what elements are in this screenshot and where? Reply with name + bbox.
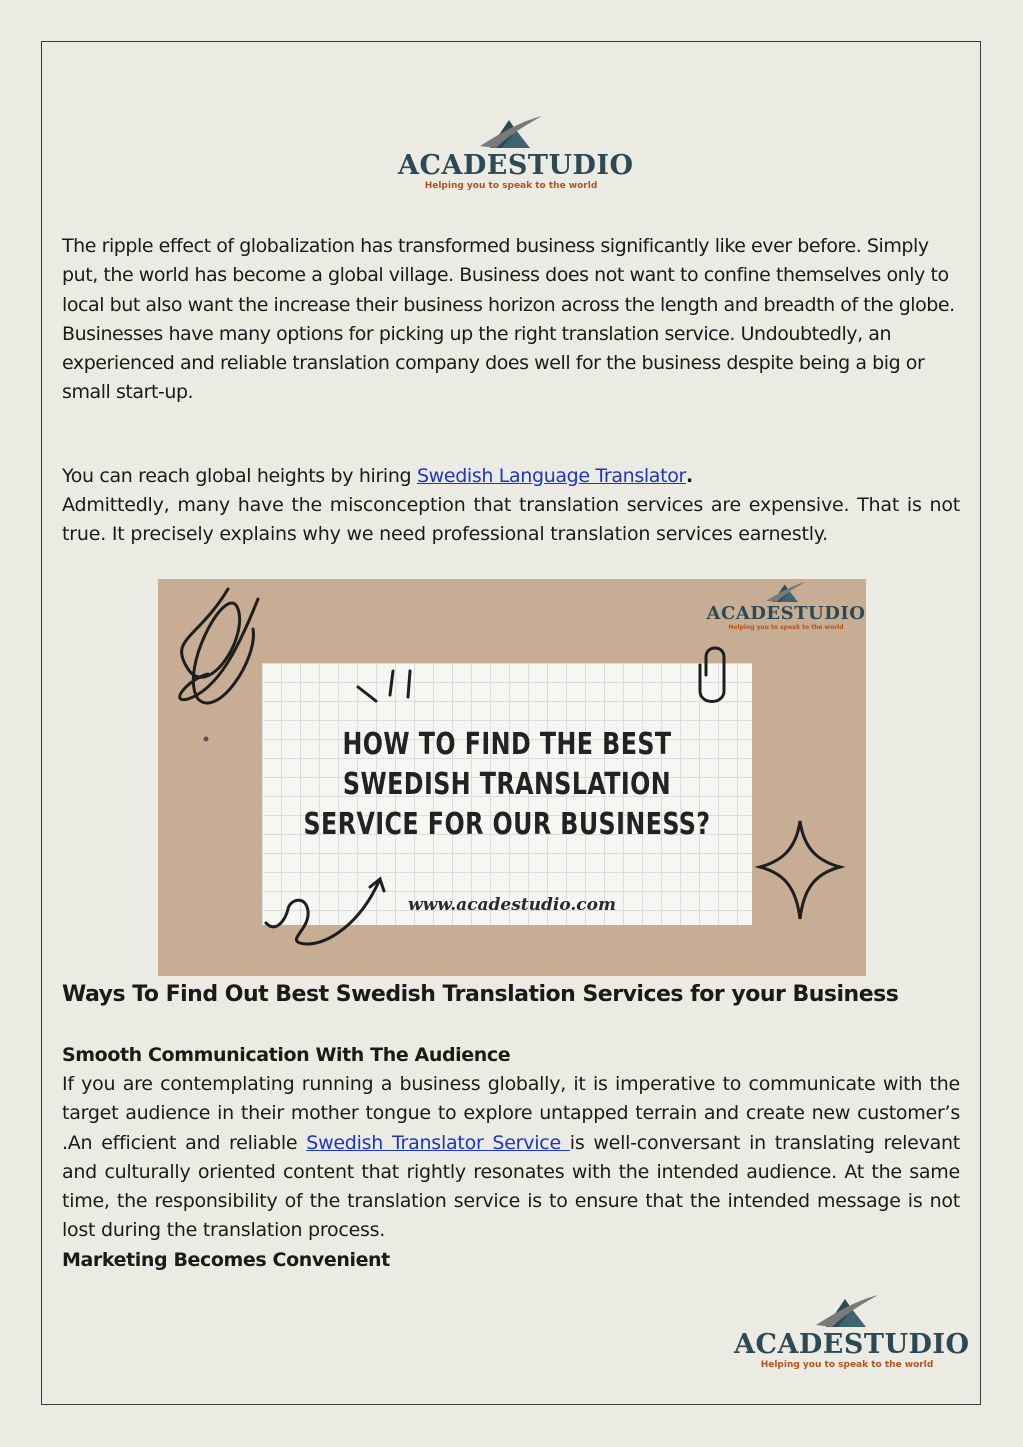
mountain-logo-icon [476, 112, 546, 152]
hero-logo-name: ACADESTUDIO [706, 603, 866, 624]
reach-period: . [685, 465, 693, 487]
hero-logo [706, 579, 866, 631]
logo-tagline: Helping you to speak to the world [760, 1360, 934, 1370]
hero-url: www.acadestudio.com [408, 895, 616, 915]
subheading-marketing: Marketing Becomes Convenient [62, 1249, 390, 1271]
mountain-logo-icon [812, 1291, 882, 1331]
hero-title [291, 725, 722, 845]
logo-name: ACADESTUDIO [734, 1329, 970, 1360]
logo-bottom [734, 1291, 970, 1370]
swedish-language-translator-link[interactable]: Swedish Language Translator [416, 465, 686, 487]
reach-paragraph [62, 462, 960, 491]
subheading-smooth-communication: Smooth Communication With The Audience [62, 1044, 511, 1066]
logo-top [398, 112, 634, 191]
misconception-paragraph: Admittedly, many have the misconception that translation services are expensive. That is not true. It precisely explains why we need professional translation services earnestly. [62, 494, 960, 546]
smooth-communication-paragraph [62, 1070, 960, 1246]
hero-title-line: HOW TO FIND THE BEST [342, 727, 672, 762]
hero-title-line: SERVICE FOR OUR BUSINESS? [303, 807, 711, 842]
intro-paragraph: The ripple effect of globalization has transformed business significantly like ever before. Simply put, the world has become a global village. Business does not want to confine themselves only to local but also want the increase their business horizon across the length and breadth of the globe. Businesses have many options for picking up the right translation service. Undoubtedly, an experienced and reliable translation company does well for the business despite being a big or small start-up. [62, 235, 955, 404]
section-heading: Ways To Find Out Best Swedish Translation Services for your Business [62, 982, 899, 1007]
hero-logo-tagline: Helping you to speak to the world [728, 624, 844, 631]
paragraph-text: If you are contemplating running a business globally, it is imperative to communicate with the target audience in their mother tongue to explore untapped terrain and create new customer’s .An efficient and reliable [62, 1073, 960, 1154]
reach-text: You can reach global heights by hiring [62, 465, 417, 487]
hero-title-line: SWEDISH TRANSLATION [342, 767, 672, 802]
logo-tagline: Helping you to speak to the world [424, 181, 598, 191]
mountain-logo-icon [764, 579, 808, 605]
swedish-translator-service-link[interactable]: Swedish Translator Service [306, 1131, 570, 1154]
hero-image [158, 579, 866, 976]
logo-name: ACADESTUDIO [398, 150, 634, 181]
paragraph-text: is well-conversant in translating relevant and culturally oriented content that rightly resonates with the intended audience. At the same time, the responsibility of the translation service is to ensure that the intended message is not lost during the translation process. [62, 1131, 960, 1242]
